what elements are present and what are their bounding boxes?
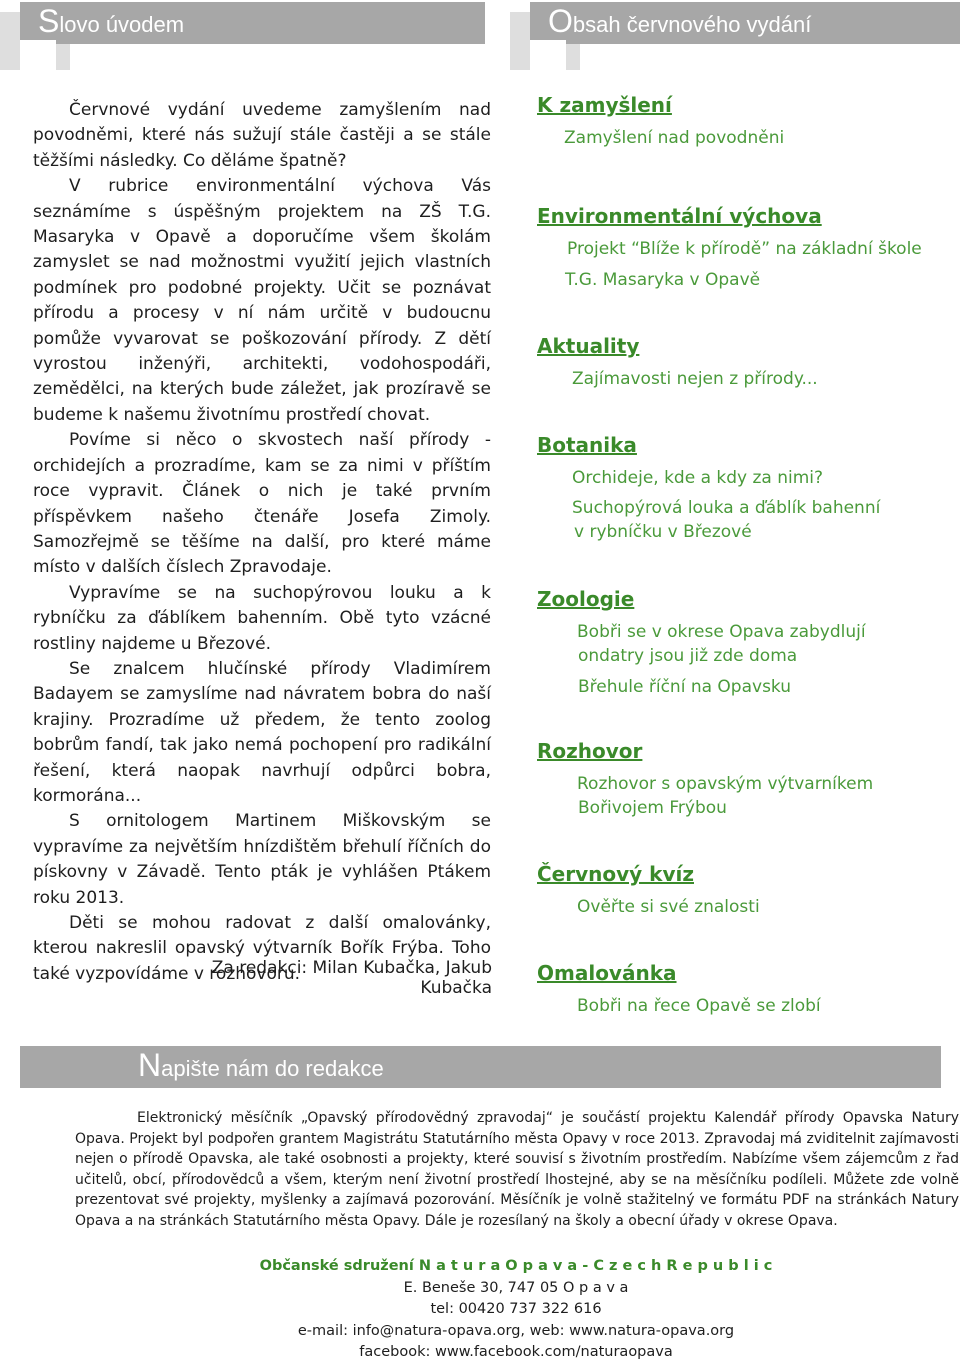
intro-paragraph: S ornitologem Martinem Miškovským se vypravíme za největším hnízdištěm břehulí říčních do pískovny v Závadě. Tento pták je vyhlášen Ptákem roku 2013. (33, 811, 491, 908)
toc-heading[interactable]: Červnový kvíz (537, 862, 694, 886)
toc-item[interactable]: Zamyšlení nad povodněni (564, 128, 785, 148)
section-title-intro: Slovo úvodem (20, 2, 485, 44)
project-paragraph: Elektronický měsíčník „Opavský přírodovědný zpravodaj“ je součástí projektu Kalendář přírody Opavska Natury Opava. Projekt byl podpořen grantem Magistrátu Statutárního města Opavy v roce 2013. Zpravodaj má zviditelnit zajímavosti nejen o přírodě Opavska, ale také osobnosti a projekty, které souvisí s životním prostředím. Nabízíme všem zájemcům z řad učitelů, obcí, přírodovědců a všem, kterým není životní prostředí lhostejné, aby se na měsíčníku podíleli. Můžete zde volně prezentovat své projekty, myšlenky a zajímavá pozorování. Měsíčník je volně stažitelný ve formátu PDF na stránkách Natury Opava a na stránkách Statutárního města Opavy. Dále je rozesílaný na školy a obecní úřady v okrese Opava. (75, 1110, 959, 1229)
facebook-link[interactable]: facebook: www.facebook.com/naturaopava (359, 1344, 673, 1360)
toc-item[interactable]: Ověřte si své znalosti (577, 897, 760, 917)
intro-paragraph: V rubrice environmentální výchova Vás seznámíme s úspěšným projektem na ZŠ T.G. Masaryka v Opavě a doporučíme všem školám zamyslet se nad možnostmi využití jejich vlastních podmínek pro podobné projekty. Učit se poznávat přírodu a procesy v ní nám určitě v budoucnu pomůže vyvarovat se poškozování přírody. Z dětí vyrostou inženýři, architekti, vodohospodáři, zemědělci, na kterých bude záležet, jak prozíravě se budeme k našemu životnímu prostředí chovat. (33, 176, 491, 425)
toc-item[interactable]: ondatry jsou již zde doma (578, 646, 798, 666)
phone: tel: 00420 737 322 616 (430, 1301, 602, 1317)
toc-heading[interactable]: Aktuality (537, 334, 640, 358)
signature: Za redakci: Milan Kubačka, Jakub Kubačka (211, 958, 492, 998)
organization-name: Občanské sdružení N a t u r a O p a v a - C z e c h R e p u b l i c (259, 1258, 773, 1274)
toc-heading[interactable]: Omalovánka (537, 961, 677, 985)
intro-paragraph: Vypravíme se na suchopýrovou louku a k rybníčku za ďáblíkem bahenním. Obě tyto vzácné rostliny najdeme u Březové. (33, 582, 491, 654)
toc-item[interactable]: Orchideje, kde a kdy za nimi? (572, 468, 824, 488)
project-info (75, 1108, 959, 1231)
section-title-write-us: Napište nám do redakce (20, 1046, 941, 1088)
toc-section (537, 586, 957, 699)
toc-heading[interactable]: K zamyšlení (537, 93, 672, 117)
intro-paragraph: Povíme si něco o skvostech naší přírody - orchidejích a prozradíme, kam se za nimi v příštím roce vypravit. Článek o nich je také prvním příspěvkem našeho čtenáře Josefa Zimoly. Samozřejmě se těšíme na další, pro které máme místo v dalších číslech Zpravodaje. (33, 430, 491, 578)
toc-heading[interactable]: Zoologie (537, 587, 635, 611)
toc-section (537, 92, 957, 150)
toc-item[interactable]: Projekt “Blíže k přírodě” na základní škole (567, 239, 922, 259)
email-web[interactable]: e-mail: info@natura-opava.org, web: www.natura-opava.org (297, 1322, 735, 1339)
intro-paragraph: Děti se mohou radovat z další omalovánky, kterou nakreslil opavský výtvarník Bořík Frýba. Toho také vyzpovídáme v rozhovoru. (33, 913, 491, 984)
intro-text (33, 98, 491, 987)
toc-section (537, 960, 957, 1018)
toc-section (537, 861, 957, 919)
toc-item[interactable]: T.G. Masaryka v Opavě (565, 270, 761, 290)
toc-item[interactable]: Bořivojem Frýbou (578, 798, 727, 818)
contact-block (0, 1256, 960, 1364)
toc-section (537, 738, 957, 820)
toc-heading[interactable]: Rozhovor (537, 739, 643, 763)
address: E. Beneše 30, 747 05 O p a v a (403, 1279, 629, 1296)
toc-item[interactable]: v rybníčku v Březové (574, 522, 752, 542)
toc-item[interactable]: Rozhovor s opavským výtvarníkem (577, 774, 874, 794)
toc-item[interactable]: Břehule říční na Opavsku (578, 677, 792, 697)
toc-section (537, 203, 957, 292)
toc-section (537, 432, 957, 544)
toc-section (537, 333, 957, 391)
intro-paragraph: Se znalcem hlučínské přírody Vladimírem Badayem se zamyslíme nad návratem bobra do naší krajiny. Prozradíme už předem, že tento zoolog bobrům fandí, tak jako nemá pochopení pro radikální řešení, která naopak navrhují odpůrci bobra, kormorána... (33, 658, 491, 806)
section-title-contents: Obsah červnového vydání (530, 2, 960, 44)
toc-item[interactable]: Bobři se v okrese Opava zabydlují (577, 622, 866, 642)
intro-paragraph: Červnové vydání uvedeme zamyšlením nad povodněmi, které nás sužují stále častěji a se stále těžšími následky. Co děláme špatně? (33, 100, 491, 171)
toc-heading[interactable]: Botanika (537, 433, 637, 457)
toc-item[interactable]: Bobři na řece Opavě se zlobí (577, 996, 821, 1016)
toc-heading[interactable]: Environmentální výchova (537, 204, 822, 228)
toc-item[interactable]: Suchopýrová louka a ďáblík bahenní (572, 498, 881, 518)
toc-item[interactable]: Zajímavosti nejen z přírody... (572, 369, 818, 389)
